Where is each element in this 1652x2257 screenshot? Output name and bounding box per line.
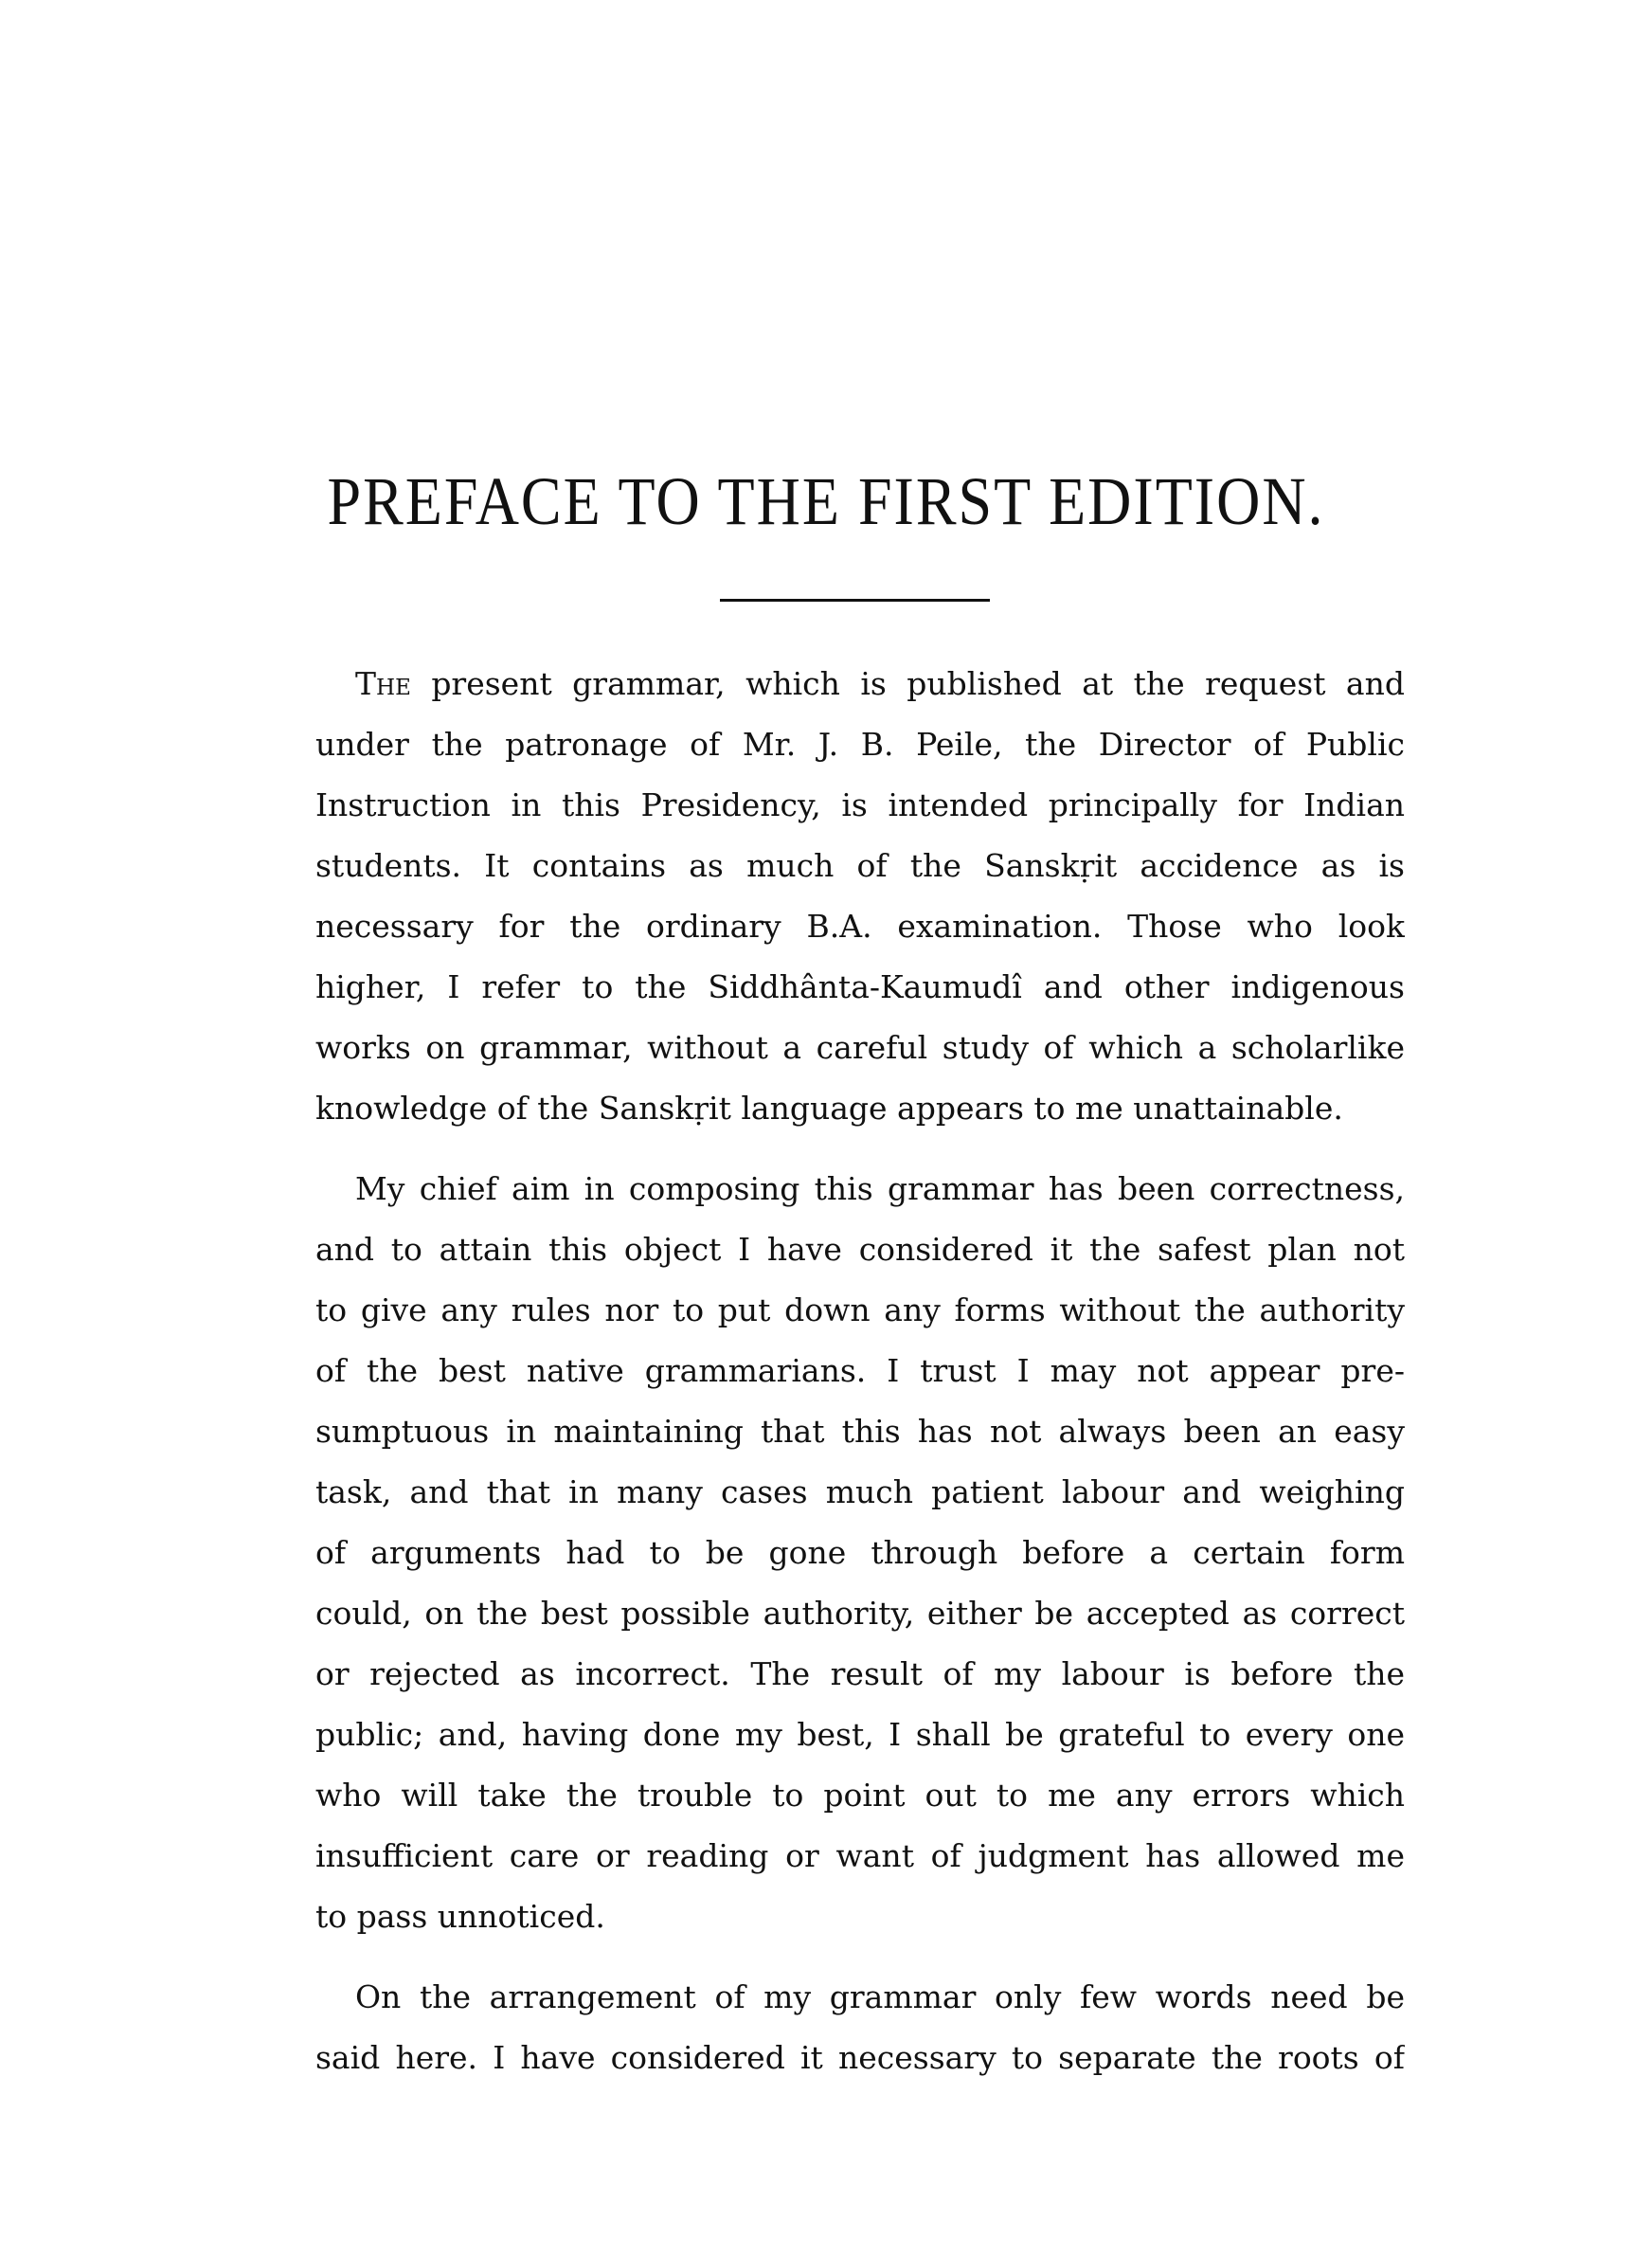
text-line: The present grammar, which is published at the request and <box>355 665 1405 702</box>
text-line: task, and that in many cases much patient labour and weighing <box>315 1473 1405 1510</box>
text-line: under the patronage of Mr. J. B. Peile, the Director of Public <box>315 726 1405 763</box>
text-line: and to attain this object I have considered it the safest plan not <box>315 1231 1405 1268</box>
text-line: of the best native grammarians. I trust I may not appear pre- <box>315 1352 1405 1389</box>
text-line: who will take the trouble to point out to me any errors which <box>315 1777 1405 1814</box>
text-line: to pass unnoticed. <box>315 1898 605 1935</box>
text-line: knowledge of the Sanskṛit language appears to me unattainable. <box>315 1090 1343 1127</box>
text-line: My chief aim in composing this grammar has been correctness, <box>355 1170 1405 1207</box>
text-line: students. It contains as much of the Sanskṛit accidence as is <box>315 847 1405 884</box>
text-line: On the arrangement of my grammar only few words need be <box>355 1978 1405 2015</box>
text-line: to give any rules nor to put down any forms without the authority <box>315 1291 1405 1328</box>
text-line: works on grammar, without a careful study of which a scholarlike <box>315 1029 1405 1066</box>
text-line: or rejected as incorrect. The result of my labour is before the <box>315 1655 1405 1692</box>
text-line: sumptuous in maintaining that this has not always been an easy <box>315 1413 1405 1450</box>
preface-body <box>315 654 1405 2088</box>
text-line: of arguments had to be gone through before a certain form <box>315 1534 1405 1571</box>
text-line: could, on the best possible authority, either be accepted as correct <box>315 1595 1405 1632</box>
text-line: insufficient care or reading or want of judgment has allowed me <box>315 1837 1405 1874</box>
paragraph-gap <box>315 1947 1405 1967</box>
text-line: Instruction in this Presidency, is intended principally for Indian <box>315 786 1405 823</box>
paragraph-3 <box>315 1967 1405 2088</box>
paragraph-gap <box>315 1139 1405 1159</box>
paragraph-1 <box>315 654 1405 1139</box>
drop-word: The <box>355 665 411 702</box>
text-line: necessary for the ordinary B.A. examination. Those who look <box>315 908 1405 945</box>
text-line: higher, I refer to the Siddhânta-Kaumudî and other indigenous <box>315 968 1405 1005</box>
text-line: said here. I have considered it necessary to separate the roots of <box>315 2039 1405 2076</box>
paragraph-2 <box>315 1159 1405 1947</box>
title-divider <box>720 599 990 602</box>
page-title: PREFACE TO THE FIRST EDITION. <box>327 463 1325 539</box>
text-line: public; and, having done my best, I shall be grateful to every one <box>315 1716 1405 1753</box>
